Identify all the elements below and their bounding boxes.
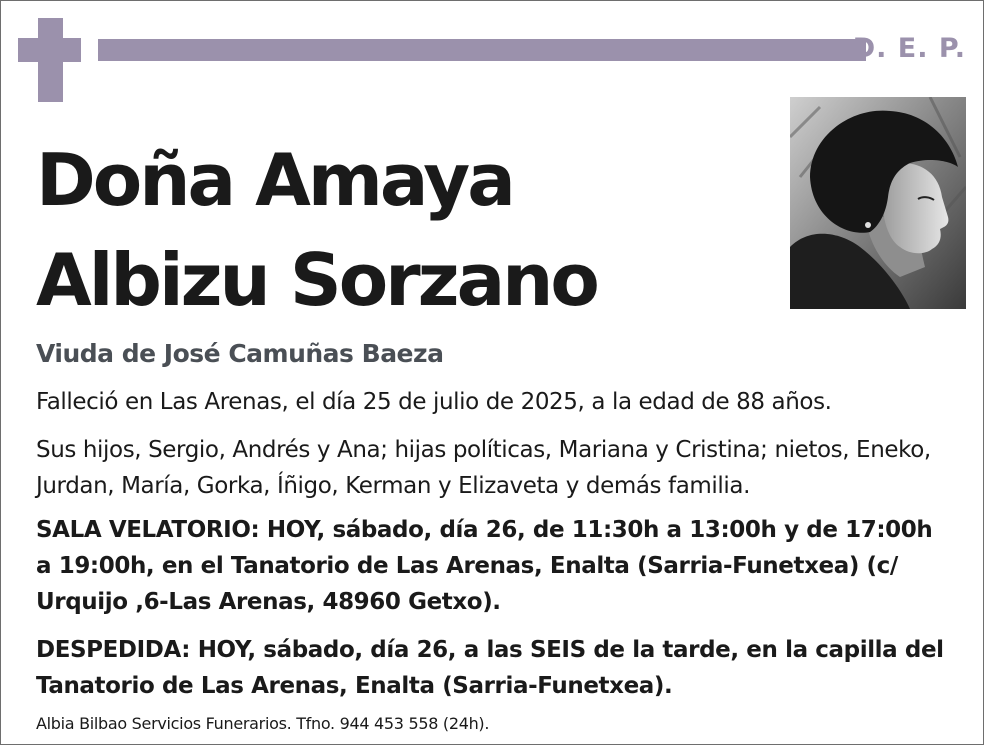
dep-label: D. E. P. (852, 33, 966, 64)
deceased-name (36, 130, 597, 330)
family-list: Sus hijos, Sergio, Andrés y Ana; hijas políticas, Mariana y Cristina; nietos, Eneko, Jurdan, María, Gorka, Íñigo, Kerman y Elizaveta y demás familia. (36, 437, 931, 499)
widow-of: Viuda de José Camuñas Baeza (36, 339, 444, 368)
farewell-info: DESPEDIDA: HOY, sábado, día 26, a las SEIS de la tarde, en la capilla del Tanatorio de Las Arenas, Enalta (Sarria-Funetxea). (36, 637, 944, 699)
death-notice: Falleció en Las Arenas, el día 25 de julio de 2025, a la edad de 88 años. (36, 389, 832, 415)
portrait-photo (790, 97, 966, 309)
name-line-1: Doña Amaya (36, 138, 513, 222)
name-line-2: Albizu Sorzano (36, 238, 597, 322)
funeral-home-footer: Albia Bilbao Servicios Funerarios. Tfno. 944 453 558 (24h). (36, 714, 490, 733)
wake-info: SALA VELATORIO: HOY, sábado, día 26, de 11:30h a 13:00h y de 17:00h a 19:00h, en el Tanatorio de Las Arenas, Enalta (Sarria-Funetxea) (c/ Urquijo ,6-Las Arenas, 48960 Getxo). (36, 517, 933, 615)
header-bar (98, 39, 866, 61)
